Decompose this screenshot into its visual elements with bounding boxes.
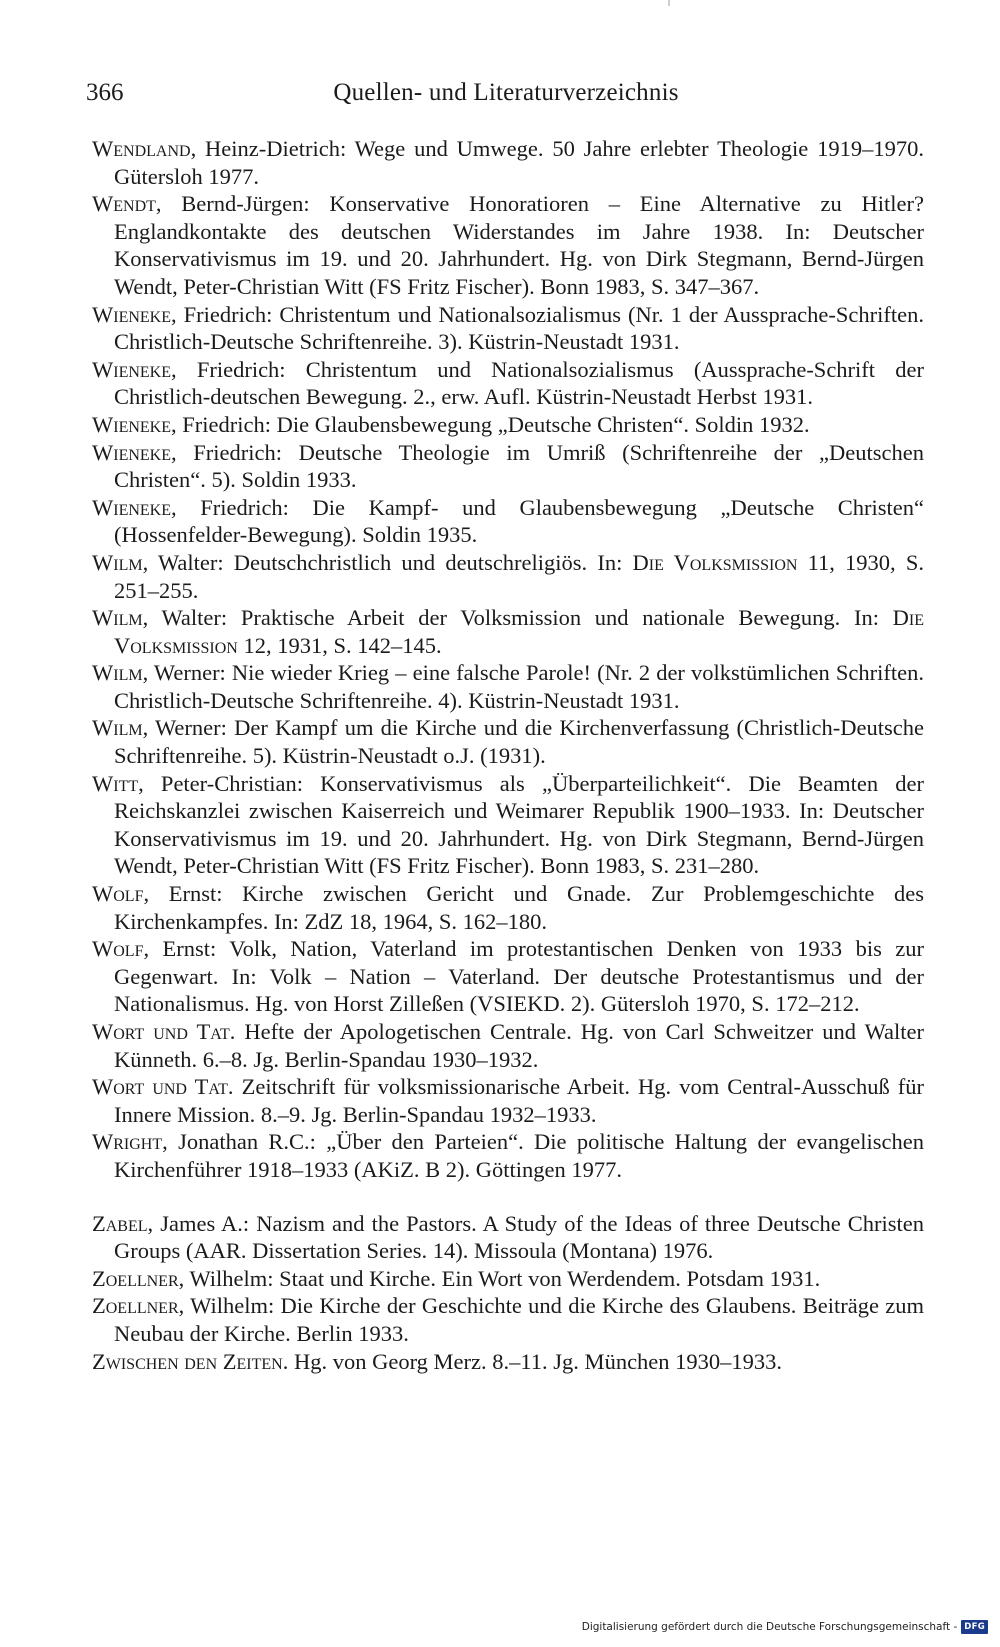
bib-entry [92,549,924,604]
bibliography-list [92,135,924,1375]
entry-text: , Wilhelm: Staat und Kirche. Ein Wort von Werdendem. Potsdam 1931. [178,1265,821,1291]
bib-entry [92,935,924,1018]
entry-author: Wolf [92,881,144,907]
entry-author: Zoellner [92,1293,179,1319]
entry-author: Wieneke [92,301,171,327]
entry-text: . Hg. von Georg Merz. 8.–11. Jg. München 1930–1933. [282,1348,783,1374]
entry-text: , Werner: Nie wieder Krieg – eine falsche Parole! (Nr. 2 der volkstümlichen Schriften. Christlich-Deutsche Schriftenreihe. 4). Küstrin-Neustadt 1931. [114,660,924,713]
entry-text: , Wilhelm: Die Kirche der Geschichte und die Kirche des Glaubens. Beiträge zum Neubau der Kirche. Berlin 1933. [114,1293,924,1346]
bib-entry [92,439,924,494]
entry-author: Zabel [92,1210,148,1236]
bib-entry [92,494,924,549]
bib-entry [92,190,924,300]
bib-entry [92,411,924,439]
bib-entry [92,880,924,935]
entry-author: Wright [92,1129,163,1155]
bib-entry [92,1018,924,1073]
entry-author: Wieneke [92,411,171,437]
entry-author: Wort und Tat [92,1074,228,1100]
entry-author: Wendland [92,136,191,161]
entry-journal: Die Volksmission [114,605,924,658]
entry-author: Wieneke [92,439,171,465]
bib-entry [92,1210,924,1265]
page-number: 366 [86,79,124,106]
bib-entry [92,1265,924,1293]
bib-entry [92,770,924,880]
header-title: Quellen- und Literaturverzeichnis [333,79,679,106]
entry-text: , Ernst: Kirche zwischen Gericht und Gnade. Zur Problemgeschichte des Kirchenkampfes. In: ZdZ 18, 1964, S. 162–180. [114,881,924,934]
entry-author: Wieneke [92,356,171,382]
entry-text: , Friedrich: Deutsche Theologie im Umriß (Schriftenreihe der „Deutschen Christen“. 5). Soldin 1933. [114,439,924,493]
entry-text-cont: 11, 1930, S. 251–255. [114,549,924,603]
entry-author: Wort und Tat [92,1019,230,1044]
entry-text: , Walter: Deutschchristlich und deutschreligiös. In: [142,549,633,575]
footer [582,1619,988,1635]
running-head [86,76,926,112]
bib-entry [92,604,924,659]
entry-author: Wilm [92,715,143,741]
entry-author: Zoellner [92,1265,179,1291]
entry-text: . Hefte der Apologetischen Centrale. Hg. von Carl Schweitzer und Walter Künneth. 6.–8. Jg. Berlin-Spandau 1930–1932. [114,1019,924,1072]
bib-entry [92,1348,924,1376]
bib-entry [92,714,924,769]
entry-text: , Peter-Christian: Konservativismus als „Überparteilichkeit“. Die Beamten der Reichskanzlei zwischen Kaiserreich und Weimarer Republik 1900–1933. In: Deutscher Konservativismus im 19. und 20. Jahrhundert. Hg. von Dirk Stegmann, Bernd-Jürgen Wendt, Peter-Christian Witt (FS Fritz Fischer). Bonn 1983, S. 231–280. [114,770,924,879]
bib-entry [92,1073,924,1128]
entry-author: Wilm [92,549,143,575]
entry-author: Witt [92,770,139,796]
entry-author: Wolf [92,936,144,962]
dfg-logo: DFG [961,1620,988,1634]
entry-text: , Walter: Praktische Arbeit der Volksmission und nationale Bewegung. In: [142,605,893,631]
entry-author: Wilm [92,605,143,631]
entry-author: Wieneke [92,494,171,520]
entry-author: Zwischen den Zeiten [92,1348,283,1374]
bib-entry [92,301,924,356]
entry-text: , Bernd-Jürgen: Konservative Honoratioren – Eine Alternative zu Hitler? Englandkontakte des deutschen Widerstandes im Jahre 1938. In: Deutscher Konservativismus im 19. und 20. Jahrhundert. Hg. von Dirk Stegmann, Bernd-Jürgen Wendt, Peter-Christian Witt (FS Fritz Fischer). Bonn 1983, S. 347–367. [114,191,924,299]
entry-journal: Die Volksmission [632,549,798,575]
entry-text: , Ernst: Volk, Nation, Vaterland im protestantischen Denken von 1933 bis zur Gegenwart. In: Volk – Nation – Vaterland. Der deutsche Protestantismus und der Nationalismus. Hg. von Horst Zilleßen (VSIEKD. 2). Gütersloh 1970, S. 172–212. [114,936,924,1017]
bib-entry [92,1292,924,1347]
entry-text: , Heinz-Dietrich: Wege und Umwege. 50 Jahre erlebter Theologie 1919–1970. Gütersloh 1977. [114,136,924,189]
entry-author: Wilm [92,660,143,686]
entry-text: , James A.: Nazism and the Pastors. A Study of the Ideas of three Deutsche Christen Groups (AAR. Dissertation Series. 14). Missoula (Montana) 1976. [114,1210,924,1264]
entry-text: , Jonathan R.C.: „Über den Parteien“. Die politische Haltung der evangelischen Kirchenführer 1918–1933 (AKiZ. B 2). Göttingen 1977. [114,1129,924,1182]
bib-entry [92,135,924,190]
entry-text: , Friedrich: Die Kampf- und Glaubensbewegung „Deutsche Christen“ (Hossenfelder-Bewegung). Soldin 1935. [114,494,924,548]
entry-text: , Friedrich: Christentum und Nationalsozialismus (Aussprache-Schrift der Christlich-deutschen Bewegung. 2., erw. Aufl. Küstrin-Neustadt Herbst 1931. [114,356,924,410]
entry-text: , Friedrich: Christentum und Nationalsozialismus (Nr. 1 der Aussprache-Schriften. Christlich-Deutsche Schriftenreihe. 3). Küstrin-Neustadt 1931. [114,301,924,355]
scan-mark [668,0,670,6]
entry-text: , Friedrich: Die Glaubensbewegung „Deutsche Christen“. Soldin 1932. [171,411,810,437]
entry-text: . Zeitschrift für volksmissionarische Arbeit. Hg. vom Central-Ausschuß für Innere Mission. 8.–9. Jg. Berlin-Spandau 1932–1933. [114,1074,924,1127]
bib-entry [92,1128,924,1183]
entry-author: Wendt [92,191,156,217]
entry-text: , Werner: Der Kampf um die Kirche und die Kirchenverfassung (Christlich-Deutsche Schriftenreihe. 5). Küstrin-Neustadt o.J. (1931). [114,715,924,769]
bib-entry [92,659,924,714]
bib-entry [92,356,924,411]
entry-text-cont: 12, 1931, S. 142–145. [237,632,442,658]
footer-text: Digitalisierung gefördert durch die Deutsche Forschungsgemeinschaft - [581,1621,958,1633]
